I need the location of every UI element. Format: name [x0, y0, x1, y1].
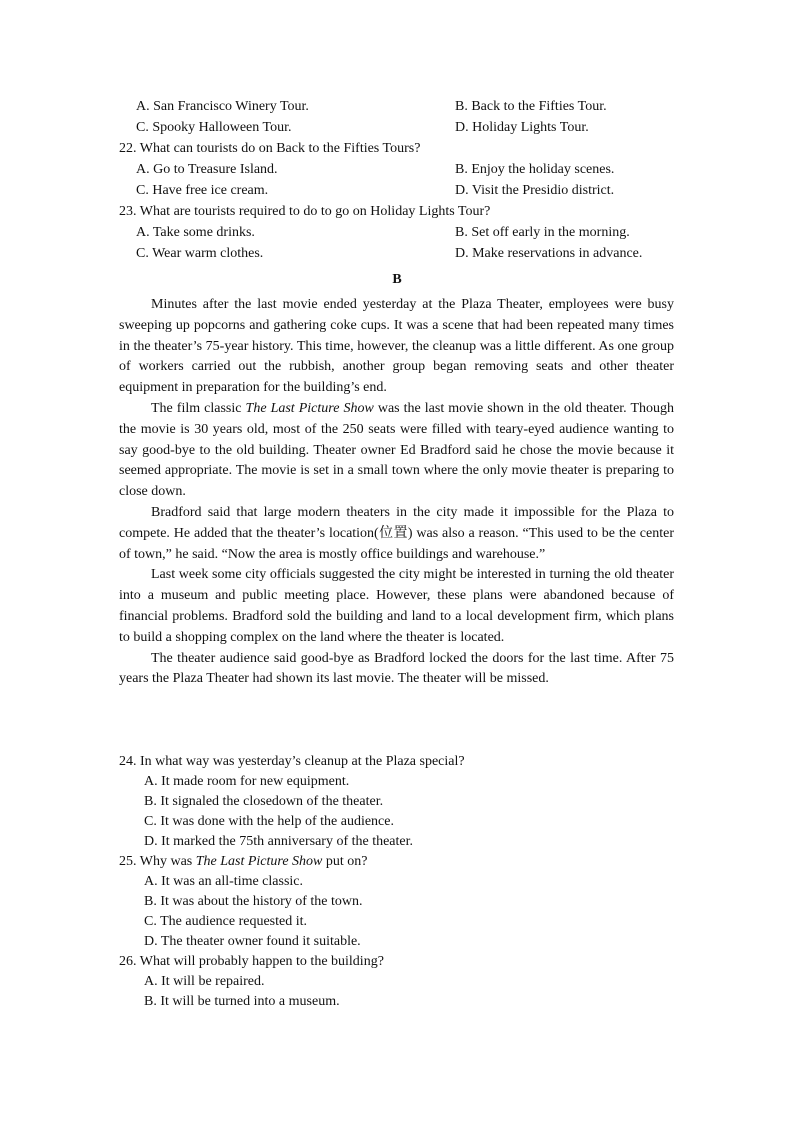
q22-options-row-1: [0, 160, 794, 181]
passage-p2-start: The film classic: [151, 400, 246, 416]
q21-options-row-1: [0, 97, 794, 118]
q25-stem-end: put on?: [322, 854, 368, 869]
q21-option-b: B. Back to the Fifties Tour.: [455, 99, 607, 114]
q23-options-row-1: [0, 223, 794, 244]
passage-paragraph-5: The theater audience said good-bye as Bradford locked the doors for the last time. After 75 years the Plaza Theater had shown its last movie. The theater will be missed.: [119, 650, 674, 687]
q25-stem-start: 25. Why was: [119, 854, 196, 869]
q24-option-b: B. It signaled the closedown of the theater.: [144, 794, 384, 809]
q23-option-d: D. Make reservations in advance.: [455, 246, 643, 261]
q26-option-a: A. It will be repaired.: [144, 974, 265, 989]
q22-option-d: D. Visit the Presidio district.: [455, 183, 615, 198]
q22-stem: 22. What can tourists do on Back to the Fifties Tours?: [119, 141, 421, 156]
q22-options-row-2: [0, 181, 794, 202]
passage-paragraph-3: Bradford said that large modern theaters in the city made it impossible for the Plaza to compete. He added that the theater’s location(位置) was also a reason. “This used to be the center of town,” he said. “Now the area is mostly office buildings and warehouse.”: [119, 504, 674, 562]
q26-option-b: B. It will be turned into a museum.: [144, 994, 340, 1009]
q25-option-b: B. It was about the history of the town.: [144, 894, 363, 909]
q25-option-d: D. The theater owner found it suitable.: [144, 934, 361, 949]
reading-passage: [119, 295, 674, 690]
q22-option-c: C. Have free ice cream.: [136, 183, 269, 198]
q24-stem: 24. In what way was yesterday’s cleanup at the Plaza special?: [119, 754, 465, 769]
q24-option-c: C. It was done with the help of the audience.: [144, 814, 394, 829]
passage-paragraph-2: [119, 399, 674, 503]
q23-options-row-2: [0, 244, 794, 265]
q23-option-a: A. Take some drinks.: [136, 225, 255, 240]
q21-option-a: A. San Francisco Winery Tour.: [136, 99, 309, 114]
questions-24-26: [119, 752, 679, 1012]
q25-movie-title: The Last Picture Show: [195, 854, 323, 869]
q25-option-a: A. It was an all-time classic.: [144, 874, 304, 889]
q25-option-c: C. The audience requested it.: [144, 914, 308, 929]
q21-option-c: C. Spooky Halloween Tour.: [136, 120, 292, 135]
section-title: B: [392, 272, 402, 287]
q26-stem: 26. What will probably happen to the building?: [119, 954, 384, 969]
q23-stem: 23. What are tourists required to do to go on Holiday Lights Tour?: [119, 204, 491, 219]
q24-option-a: A. It made room for new equipment.: [144, 774, 350, 789]
q25-stem: [119, 852, 679, 872]
passage-p2-end: was the last movie shown in the old theater. Though the movie is 30 years old, most of the 250 seats were filled with teary-eyed audience wanting to say good-bye to the old building. Theater owner Ed Bradford said he chose the movie because it seemed appropriate. The movie is set in a small town where the only movie theater is preparing to close down.: [119, 400, 674, 500]
movie-title: The Last Picture Show: [245, 400, 374, 416]
passage-paragraph-1: Minutes after the last movie ended yesterday at the Plaza Theater, employees were busy sweeping up popcorns and gathering coke cups. It was a scene that had been repeated many times in the theater’s 75-year history. This time, however, the cleanup was a little different. As one group of workers carried out the rubbish, another group began removing seats and other theater equipment in preparation for the building’s end.: [119, 297, 674, 396]
q23-option-c: C. Wear warm clothes.: [136, 246, 264, 261]
q22-option-a: A. Go to Treasure Island.: [136, 162, 278, 177]
q23-option-b: B. Set off early in the morning.: [455, 225, 630, 240]
q21-options-row-2: [0, 118, 794, 139]
q22-option-b: B. Enjoy the holiday scenes.: [455, 162, 615, 177]
q21-option-d: D. Holiday Lights Tour.: [455, 120, 589, 135]
q24-option-d: D. It marked the 75th anniversary of the theater.: [144, 834, 414, 849]
passage-paragraph-4: Last week some city officials suggested the city might be interested in turning the old theater into a museum and public meeting place. However, these plans were abandoned because of financial problems. Bradford sold the building and land to a local development firm, which plans to build a shopping complex on the land where the theater is located.: [119, 567, 674, 645]
